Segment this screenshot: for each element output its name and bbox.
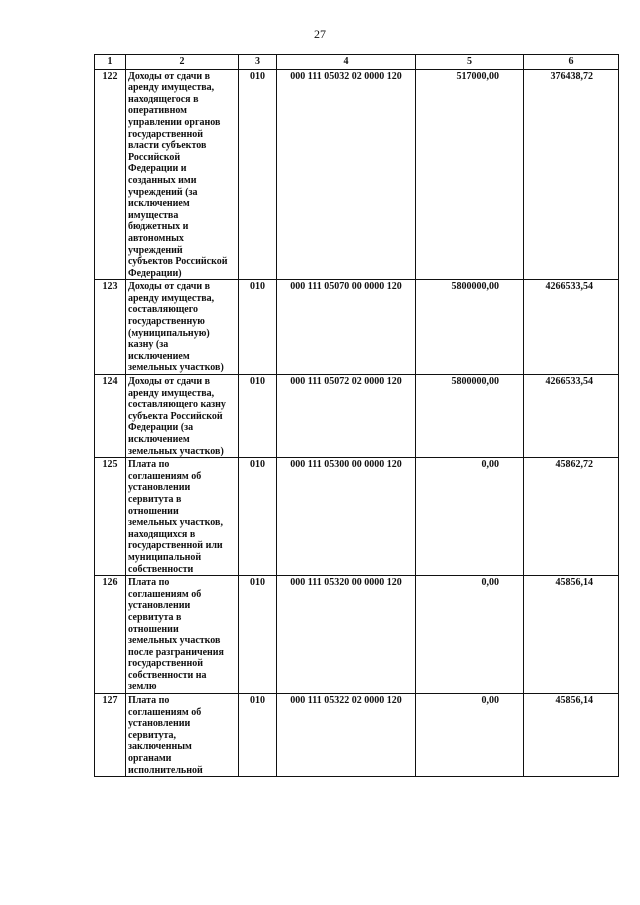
row-number: 122	[95, 69, 126, 280]
row-name: Плата по соглашениям об установлении сервитута, заключенным органами исполнительной	[126, 694, 239, 777]
row-kbk: 000 111 05322 02 0000 120	[277, 694, 416, 777]
row-number: 126	[95, 576, 126, 694]
row-code: 010	[239, 280, 277, 375]
row-name: Доходы от сдачи в аренду имущества, составляющего государственную (муниципальную) казну (за исключением земельных участков)	[126, 280, 239, 375]
row-code: 010	[239, 694, 277, 777]
row-number: 124	[95, 375, 126, 458]
row-kbk: 000 111 05070 00 0000 120	[277, 280, 416, 375]
column-header: 4	[277, 55, 416, 70]
row-plan: 517000,00	[416, 69, 524, 280]
page-number: 27	[314, 27, 326, 41]
row-number: 127	[95, 694, 126, 777]
row-name: Плата по соглашениям об установлении сервитута в отношении земельных участков после разграничения государственной собственности на землю	[126, 576, 239, 694]
table-row	[95, 576, 619, 694]
row-code: 010	[239, 458, 277, 576]
column-header: 5	[416, 55, 524, 70]
row-fact: 45856,14	[524, 576, 619, 694]
row-fact: 376438,72	[524, 69, 619, 280]
row-fact: 45862,72	[524, 458, 619, 576]
row-plan: 0,00	[416, 458, 524, 576]
row-kbk: 000 111 05032 02 0000 120	[277, 69, 416, 280]
table-row	[95, 69, 619, 280]
row-fact: 4266533,54	[524, 375, 619, 458]
column-header: 6	[524, 55, 619, 70]
row-plan: 5800000,00	[416, 280, 524, 375]
row-code: 010	[239, 69, 277, 280]
row-fact: 4266533,54	[524, 280, 619, 375]
row-name: Доходы от сдачи в аренду имущества, находящегося в оперативном управлении органов государственной власти субъектов Российской Федерации и созданных ими учреждений (за исключением имущества бюджетных и автономных учреждений субъектов Российской Федерации)	[126, 69, 239, 280]
row-name: Доходы от сдачи в аренду имущества, составляющего казну субъекта Российской Федерации (за исключением земельных участков)	[126, 375, 239, 458]
row-plan: 0,00	[416, 576, 524, 694]
row-plan: 5800000,00	[416, 375, 524, 458]
column-header: 2	[126, 55, 239, 70]
row-kbk: 000 111 05072 02 0000 120	[277, 375, 416, 458]
revenue-table	[94, 54, 619, 777]
row-number: 125	[95, 458, 126, 576]
table-row	[95, 280, 619, 375]
row-kbk: 000 111 05320 00 0000 120	[277, 576, 416, 694]
row-code: 010	[239, 375, 277, 458]
row-name: Плата по соглашениям об установлении сервитута в отношении земельных участков, находящихся в государственной или муниципальной собственности	[126, 458, 239, 576]
row-fact: 45856,14	[524, 694, 619, 777]
row-code: 010	[239, 576, 277, 694]
table-row	[95, 375, 619, 458]
row-number: 123	[95, 280, 126, 375]
row-plan: 0,00	[416, 694, 524, 777]
row-kbk: 000 111 05300 00 0000 120	[277, 458, 416, 576]
column-header: 1	[95, 55, 126, 70]
table-header-row	[95, 55, 619, 70]
column-header: 3	[239, 55, 277, 70]
table-row	[95, 694, 619, 777]
table-row	[95, 458, 619, 576]
